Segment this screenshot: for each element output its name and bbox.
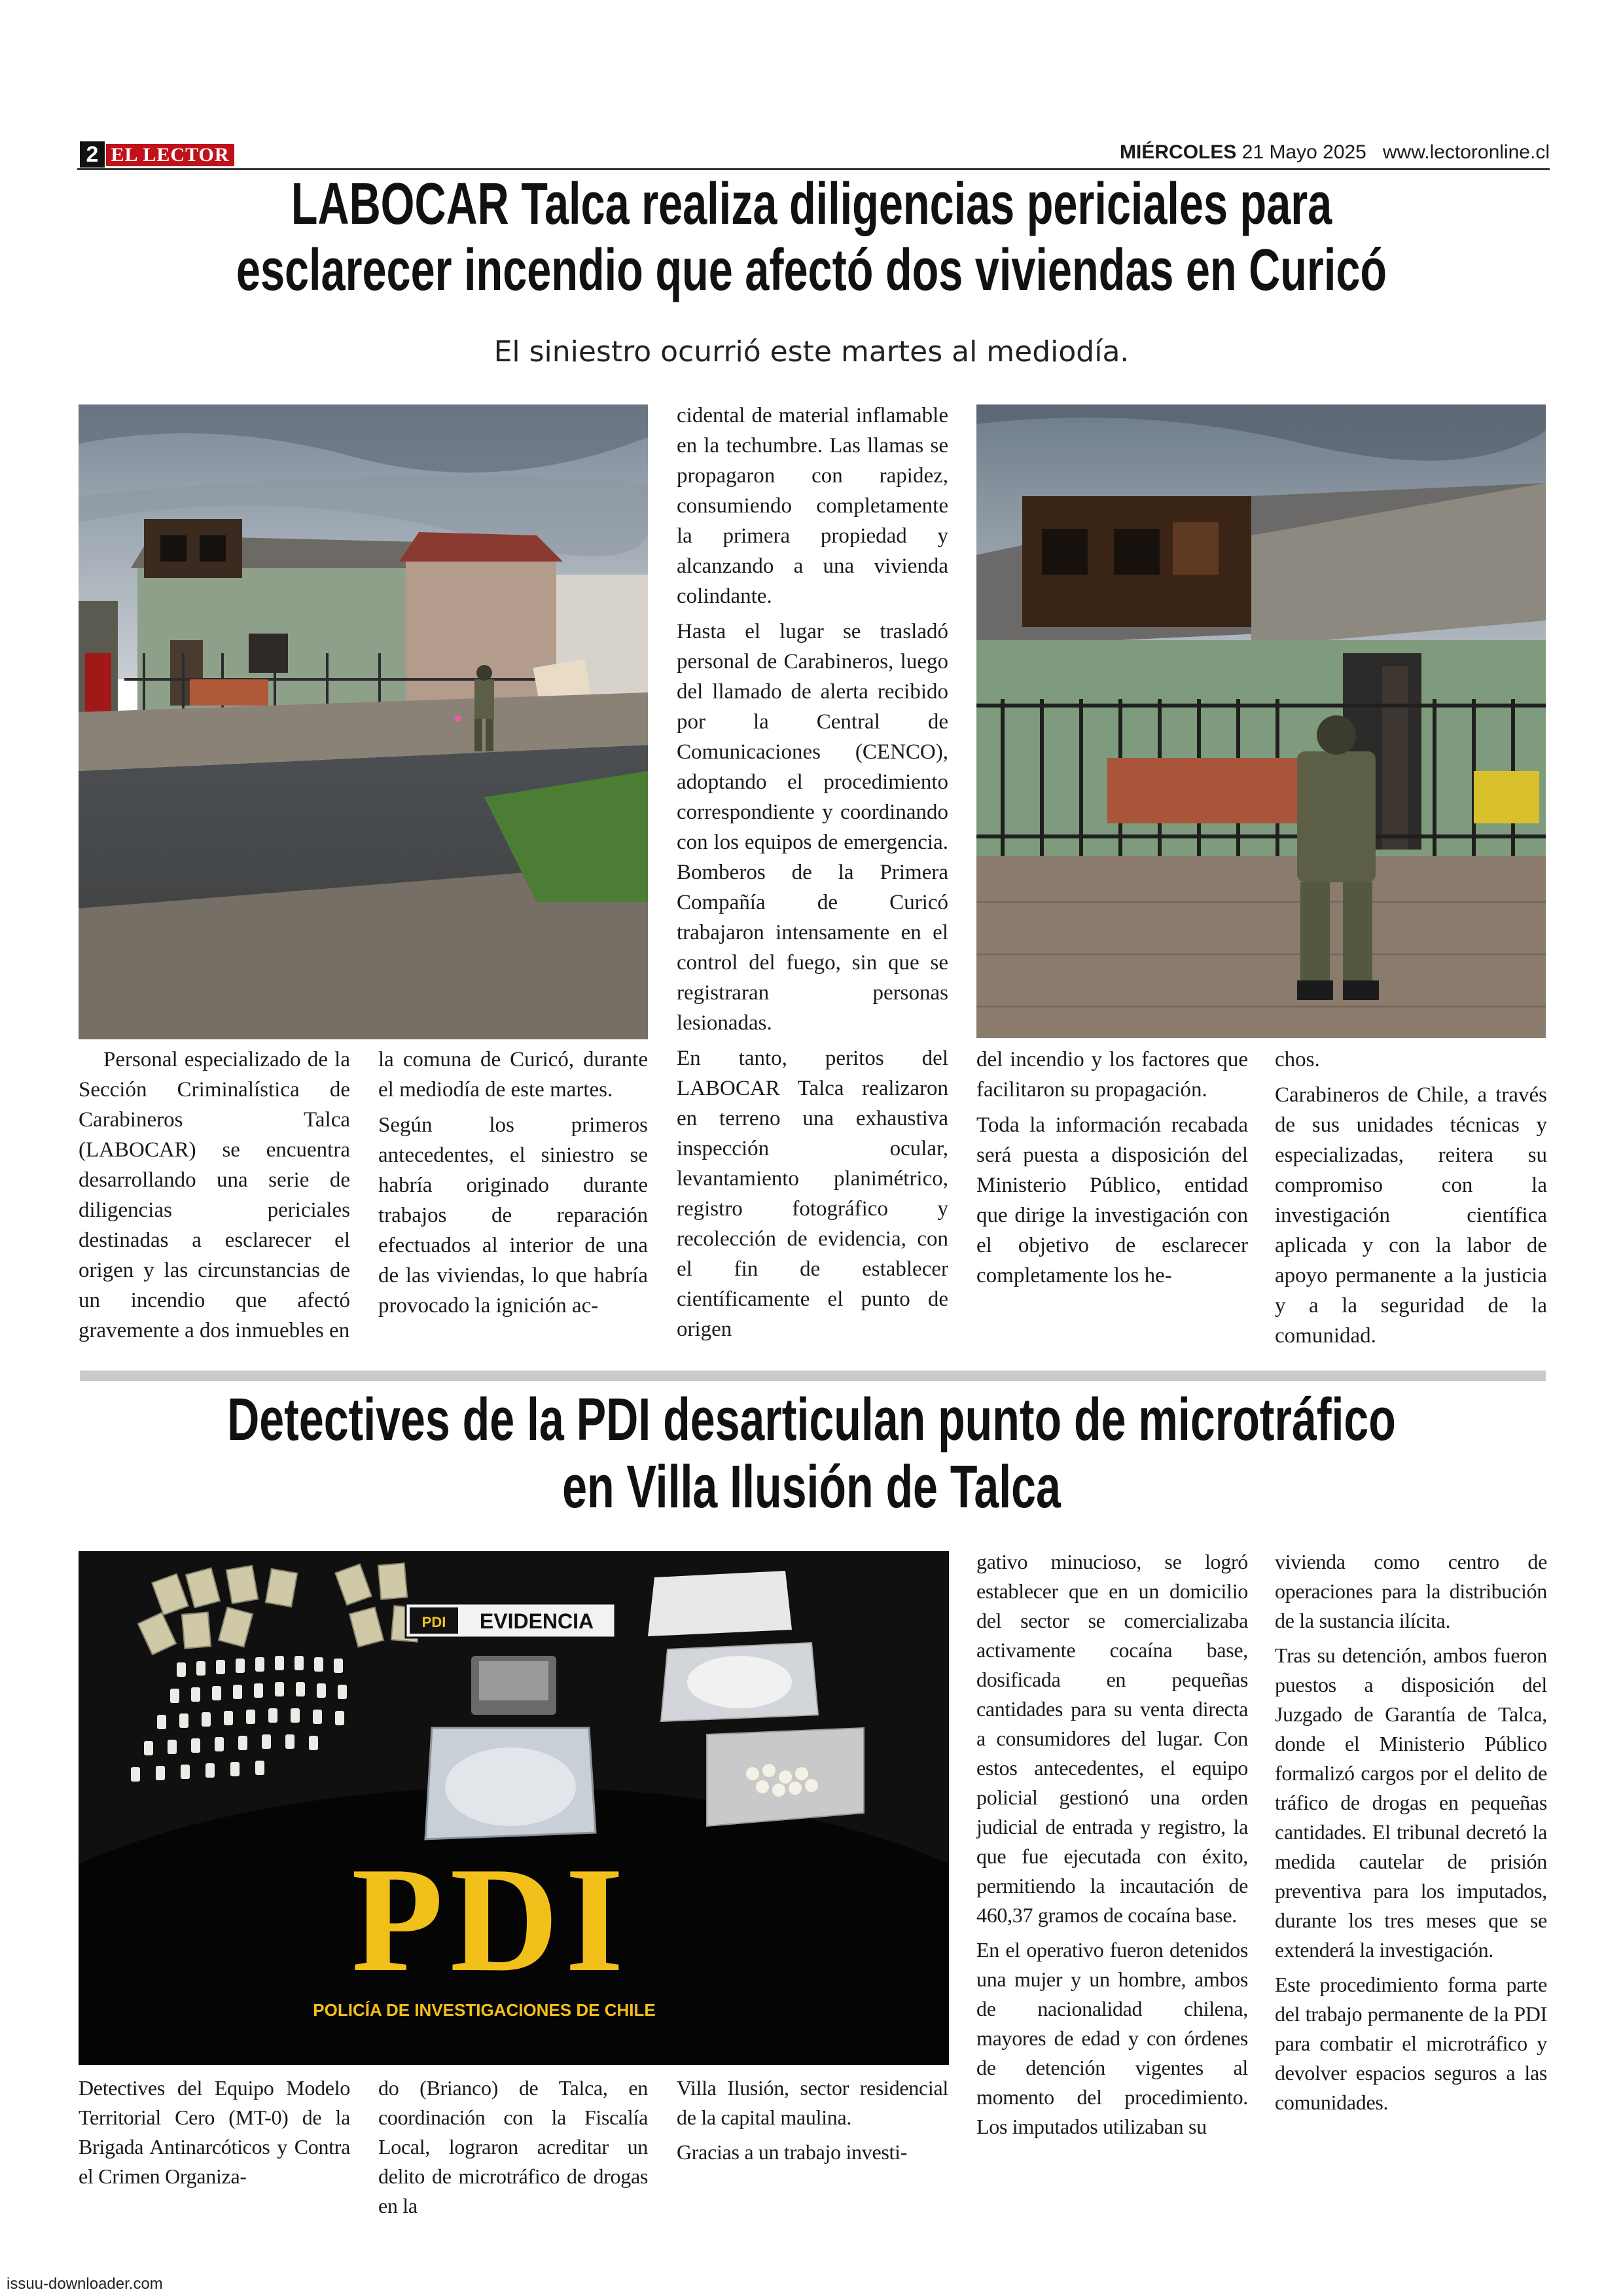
- article1-photo-street: [79, 404, 648, 1039]
- header-website[interactable]: www.lectoronline.cl: [1382, 141, 1550, 163]
- header-date: 21 Mayo 2025: [1241, 141, 1366, 163]
- article1-col2-p2: Según los primeros antecedentes, el siniestro se habría originado durante trabajos de reparación efectuados al interior de una de las viviendas, lo que habría provocado la ignición ac-: [378, 1113, 648, 1318]
- header-date-line: [1120, 141, 1550, 164]
- article2-col2-p1: do (Brianco) de Talca, en coordinación con la Fiscalía Local, lograron acreditar un delito de microtráfico de drogas en la: [378, 2076, 648, 2217]
- article1-column-3: [677, 401, 948, 1350]
- article1-col5-p2: Carabineros de Chile, a través de sus unidades técnicas y especializadas, reitera su compromiso con la investigación científica aplicada y con la labor de apoyo permanente a la justicia y a la seguridad de la comunidad.: [1275, 1083, 1547, 1348]
- article1-headline: LABOCAR Talca realiza diligencias periciales para esclarecer incendio que afectó dos viviendas en Curicó: [236, 171, 1387, 303]
- article2-column-1: [79, 2073, 350, 2197]
- article1-column-5: [1275, 1045, 1547, 1356]
- burned-houses-street-image: [79, 404, 648, 1039]
- article1-col3-p2: Hasta el lugar se trasladó personal de Carabineros, luego del llamado de alerta recibido por la Central de Comunicaciones (CENCO), adoptando el procedimiento correspondiente y coordinando con los equipos de emergencia. Bomberos de la Primera Compañía de Curicó trabajaron intensamente en el control del fuego, sin que se registraran personas lesionadas.: [677, 620, 948, 1035]
- article1-col3-p3: En tanto, peritos del LABOCAR Talca realizaron en terreno una exhaustiva inspección ocular, levantamiento planimétrico, registro fotográfico y recolección de evidencia, con el fin de establecer científicamente el punto de origen: [677, 1047, 948, 1341]
- article1-col2-p1: la comuna de Curicó, durante el mediodía de este martes.: [378, 1048, 648, 1102]
- article2-column-4: [976, 1547, 1248, 2147]
- article2-column-2: [378, 2073, 648, 2226]
- article1-column-1: [79, 1045, 350, 1351]
- article1-col4-p1: del incendio y los factores que facilitaron su propagación.: [976, 1048, 1248, 1102]
- article2-col3-p2: Gracias a un trabajo investi-: [677, 2140, 908, 2164]
- article1-col4-p2: Toda la información recabada será puesta a disposición del Ministerio Público, entidad que dirige la investigación con el objetivo de esclarecer completamente los he-: [976, 1113, 1248, 1287]
- article2-photo-evidence: [79, 1551, 949, 2065]
- article1-col5-p1: chos.: [1275, 1048, 1320, 1071]
- evidence-label-text: EVIDENCIA: [479, 1609, 594, 1633]
- evidence-badge-text: PDI: [421, 1614, 446, 1630]
- article1-column-4: [976, 1045, 1248, 1296]
- article2-col5-p2: Tras su detención, ambos fueron puestos a disposición del Juzgado de Garantía de Talca, donde el Ministerio Público formalizó cargos por el delito de tráfico de drogas en pequeñas cantidades. El tribunal decretó la medida cautelar de prisión preventiva para los imputados, durante los tres meses que se extenderá la investigación.: [1275, 1643, 1547, 1962]
- page-number: 2: [80, 141, 105, 168]
- page-header: [77, 141, 1550, 170]
- article2-column-3: [677, 2073, 948, 2172]
- watermark: issuu-downloader.com: [7, 2275, 163, 2293]
- article1-photo-closeup: [976, 404, 1546, 1038]
- article1-subheadline: El siniestro ocurrió este martes al mediodía.: [493, 335, 1130, 368]
- burned-house-officer-image: [976, 404, 1546, 1038]
- article2-col1-p1: Detectives del Equipo Modelo Territorial Cero (MT-0) de la Brigada Antinarcóticos y Contra el Crimen Organiza-: [79, 2076, 350, 2188]
- article1-col3-p1: cidental de material inflamable en la techumbre. Las llamas se propagaron con rapidez, consumiendo completamente la primera propiedad y alcanzando a una vivienda colindante.: [677, 404, 948, 608]
- article2-col4-p2: En el operativo fueron detenidos una mujer y un hombre, ambos de nacionalidad chilena, mayores de edad y con órdenes de detención vigentes al momento del procedimiento. Los imputados utilizaban su: [976, 1938, 1248, 2138]
- newspaper-logo: EL LECTOR: [106, 144, 234, 166]
- section-divider: [80, 1371, 1546, 1381]
- article2-col5-p1: vivienda como centro de operaciones para la distribución de la sustancia ilícita.: [1275, 1550, 1547, 1632]
- article2-headline: Detectives de la PDI desarticulan punto de microtráfico en Villa Ilusión de Talca: [227, 1386, 1396, 1521]
- seized-drugs-evidence-image: [79, 1551, 949, 2065]
- pdi-logo-subtext: POLICÍA DE INVESTIGACIONES DE CHILE: [313, 2000, 656, 2020]
- article2-col3-p1: Villa Ilusión, sector residencial de la capital maulina.: [677, 2076, 948, 2129]
- header-day: MIÉRCOLES: [1120, 141, 1237, 163]
- article2-col4-p1: gativo minucioso, se logró establecer que en un domicilio del sector se comercializaba activamente cocaína base, dosificada en pequeñas cantidades para su venta directa a consumidores del lugar. Con estos antecedentes, el equipo policial gestionó una orden judicial de entrada y registro, la que fue ejecutada con éxito, permitiendo la incautación de 460,37 gramos de cocaína base.: [976, 1550, 1248, 1927]
- article1-column-2: [378, 1045, 648, 1326]
- article2-col5-p3: Este procedimiento forma parte del trabajo permanente de la PDI para combatir el microtráfico y devolver espacios seguros a las comunidades.: [1275, 1973, 1547, 2114]
- article2-column-5: [1275, 1547, 1547, 2123]
- pdi-logo-text: PDI: [351, 1836, 631, 2003]
- article1-col1-p1: Personal especializado de la Sección Criminalística de Carabineros Talca (LABOCAR) se encuentra desarrollando una serie de diligencias periciales destinadas a esclarecer el origen y las circunstancias de un incendio que afectó gravemente a dos inmuebles en: [79, 1048, 350, 1342]
